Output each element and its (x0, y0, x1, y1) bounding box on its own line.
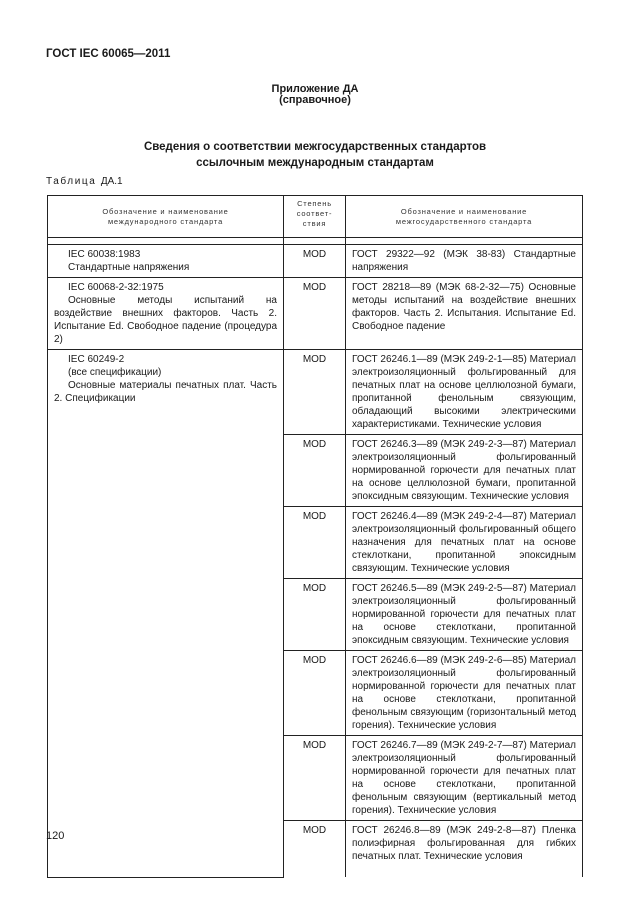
intl-standard-code: IEC 60249-2 (68, 354, 125, 365)
grade-cell: MOD (284, 245, 346, 278)
table-caption-number: ДА.1 (100, 176, 123, 187)
column-header-intl-line2: международного стандарта (107, 216, 224, 226)
interstate-standard-cell: ГОСТ 26246.1—89 (МЭК 249-2-1—85) Материал электроизоляционный фольгированный для печатных плат на основе целлюлозной бумаги, пропитанной фенольным связующим, обладающий высокими электрическими характеристиками. Технические условия (346, 350, 583, 435)
intl-standard-name: Стандартные напряжения (68, 262, 190, 273)
column-header-grade-line3: ствия (302, 219, 327, 228)
column-header-intl-line1: Обозначение и наименование (102, 206, 229, 216)
interstate-standard-cell: ГОСТ 26246.7—89 (МЭК 249-2-7—87) Материал электроизоляционный фольгированный нормированной горючести для печатных плат на основе стеклоткани, пропитанной фенольным связующим (вертикальный метод горения). Технические условия (346, 736, 583, 821)
intl-standard-name: Основные материалы печатных плат. Часть 2. Спецификации (54, 380, 277, 404)
annex-title: Приложение ДА (271, 83, 359, 95)
interstate-standard-cell: ГОСТ 28218—89 (МЭК 68-2-32—75) Основные методы испытаний на воздействие внешних факторов. Часть 2. Испытания. Испытание Ed. Свободное падение (346, 278, 583, 350)
column-header-grade-line1: Степень (297, 199, 332, 208)
grade-cell: MOD (284, 736, 346, 821)
column-header-inter (346, 196, 583, 238)
intl-standard-code: IEC 60038:1983 (68, 249, 141, 260)
column-header-inter-line1: Обозначение и наименование (400, 206, 528, 216)
interstate-standard-cell: ГОСТ 26246.6—89 (МЭК 249-2-6—85) Материал электроизоляционный фольгированный нормированной горючести для печатных плат на основе стеклоткани, пропитанной фенольным связующим (горизонтальный метод горения). Технические условия (346, 651, 583, 736)
grade-cell: MOD (284, 651, 346, 736)
grade-cell: MOD (284, 821, 346, 878)
grade-cell: MOD (284, 579, 346, 651)
page-number: 120 (46, 830, 65, 842)
column-header-inter-line2: межгосударственного стандарта (395, 216, 533, 226)
table-header-row (48, 196, 583, 238)
grade-cell: MOD (284, 278, 346, 350)
intl-standard-cell (48, 350, 284, 878)
annex-heading (0, 139, 630, 171)
table-row (48, 245, 583, 278)
table-row (48, 350, 583, 435)
column-header-grade-line2: соответ- (296, 209, 333, 218)
table-row (48, 278, 583, 350)
interstate-standard-cell: ГОСТ 26246.3—89 (МЭК 249-2-3—87) Материал электроизоляционный фольгированный нормированной горючести для печатных плат на основе целлюлозной бумаги, пропитанной эпоксидным связующим. Технические условия (346, 435, 583, 507)
interstate-standard-cell: ГОСТ 26246.4—89 (МЭК 249-2-4—87) Материал электроизоляционный фольгированный общего назначения для печатных плат на основе стеклоткани, пропитанной эпоксидным связующим. Технические условия (346, 507, 583, 579)
grade-cell: MOD (284, 350, 346, 435)
interstate-standard-cell: ГОСТ 26246.8—89 (МЭК 249-2-8—87) Пленка полиэфирная фольгированная для гибких печатных плат. Технические условия (346, 821, 583, 878)
document-header: ГОСТ IEC 60065—2011 (46, 48, 171, 60)
grade-cell: MOD (284, 435, 346, 507)
annex-subtitle: (справочное) (279, 94, 351, 106)
intl-standard-code: IEC 60068-2-32:1975 (68, 282, 164, 293)
table-caption (46, 176, 123, 187)
intl-standard-name: Основные методы испытаний на воздействие внешних факторов. Часть 2. Испытание Ed. Свободное падение (процедура 2) (54, 295, 277, 345)
grade-cell: MOD (284, 507, 346, 579)
intl-standard-cell (48, 278, 284, 350)
annex-heading-line2: ссылочным международным стандартам (196, 157, 434, 169)
intl-standard-note: (все спецификации) (68, 367, 162, 378)
column-header-intl (48, 196, 284, 238)
interstate-standard-cell: ГОСТ 29322—92 (МЭК 38-83) Стандартные напряжения (346, 245, 583, 278)
annex-heading-line1: Сведения о соответствии межгосударственных стандартов (143, 141, 487, 153)
table-caption-prefix: Таблица (46, 176, 97, 187)
interstate-standard-cell: ГОСТ 26246.5—89 (МЭК 249-2-5—87) Материал электроизоляционный фольгированный нормированной горючести для печатных плат на основе стеклоткани, пропитанной эпоксидным связующим. Технические условия (346, 579, 583, 651)
header-spacer-row (48, 238, 583, 245)
intl-standard-cell (48, 245, 284, 278)
column-header-grade (284, 196, 346, 238)
correspondence-table (47, 195, 583, 878)
